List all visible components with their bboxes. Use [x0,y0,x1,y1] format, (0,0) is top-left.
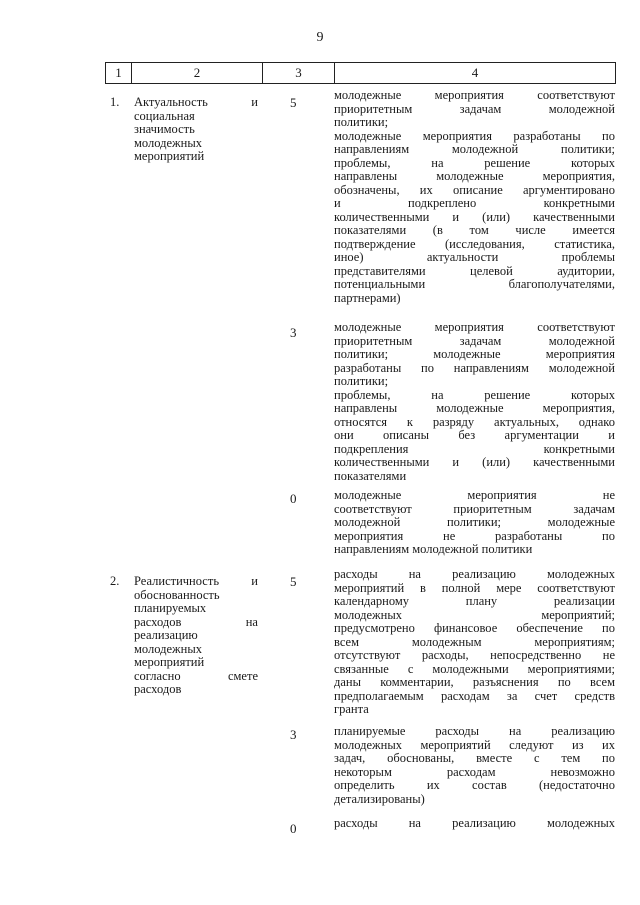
description-line: отсутствуют расходы, непосредственно не [334,648,615,662]
criterion-title-line: обоснованность [134,587,220,602]
description-line: приоритетным задачам молодежной [334,101,615,116]
description-line: молодежных мероприятий; [334,607,615,622]
score-value: 3 [290,325,297,340]
description-line: потенциальными благополучателями, [334,277,615,291]
description-line: проблемы, на решение которых [334,155,615,170]
description-line: детализированы) [334,791,425,806]
criterion-title-line: значимость [134,122,195,136]
description-line: подкрепления конкретными [334,441,615,456]
description-line: приоритетным задачам молодежной [334,333,615,348]
criterion-title [134,575,258,697]
description-line: показателями [334,468,407,483]
description-line: молодежные мероприятия соответствуют [334,88,615,102]
score-description [334,568,615,717]
description-line: молодежные мероприятия не [334,488,615,502]
header-cell-3: 3 [263,63,335,83]
criterion-title-line: социальная [134,108,195,123]
score-value: 5 [290,574,297,589]
description-line: мероприятия не разработаны по [334,528,615,543]
description-line: проблемы, на решение которых [334,387,615,402]
criterion-1 [110,96,258,164]
criterion-title-line: молодежных [134,641,203,656]
description-line: иное) актуальности проблемы [334,250,615,264]
description-line: относятся к разряду актуальных, однако [334,414,615,429]
criterion-title-line: Реалистичность и [134,574,258,588]
description-line: количественными и (или) качественными [334,455,615,469]
description-line: предполагаемым расходам за счет средств [334,688,615,703]
description-line: даны комментарии, разъяснения по всем [334,675,615,689]
score-value: 0 [290,491,297,506]
description-line: некоторым расходам невозможно [334,764,615,779]
description-line: они описаны без аргументации и [334,428,615,442]
description-line: планируемые расходы на реализацию [334,724,615,738]
criterion-title [134,96,258,164]
description-line: политики; [334,374,389,388]
criterion-title-line: согласно смете [134,668,258,683]
description-line: направлениям молодежной политики; [334,142,615,156]
description-line: разработаны по направлениям молодежной [334,360,615,375]
score-value: 0 [290,821,297,836]
criterion-2 [110,575,258,697]
criterion-title-line: мероприятий [134,655,205,669]
description-line: расходы на реализацию молодежных [334,816,615,830]
description-line: направлениям молодежной политики [334,542,533,556]
description-line: соответствуют приоритетным задачам [334,501,615,516]
score-description [334,489,615,557]
header-cell-4: 4 [471,65,479,80]
score-description [334,817,615,831]
description-line: представителями целевой аудитории, [334,263,615,278]
description-line: определить их состав (недостаточно [334,778,615,792]
score-description [334,89,615,305]
header-cell-1: 1 [106,63,132,83]
score-value: 5 [290,95,297,110]
description-line: подтверждение (исследования, статистика, [334,236,615,251]
description-line: молодежные мероприятия соответствуют [334,320,615,334]
description-line: партнерами) [334,290,401,305]
description-line: календарному плану реализации [334,594,615,608]
description-line: мероприятий в полной мере соответствуют [334,580,615,595]
criterion-title-line: планируемых [134,601,207,615]
description-line: молодежной политики; молодежные [334,515,615,529]
criterion-title-line: реализацию [134,628,198,642]
description-line: и подкреплено конкретными [334,196,615,210]
criterion-number: 2. [110,574,120,588]
score-value: 3 [290,727,297,742]
description-line: направлены молодежные мероприятия, [334,169,615,183]
description-line: молодежных мероприятий следуют из их [334,737,615,752]
description-line: показателями (в том числе имеется [334,223,615,237]
description-line: связанные с молодежными мероприятиями; [334,661,615,676]
header-cell-2: 2 [132,63,263,83]
page-number: 9 [316,30,324,45]
description-line: обозначены, их описание аргументировано [334,182,615,197]
description-line: направлены молодежные мероприятия, [334,401,615,415]
criterion-title-line: расходов [134,682,182,696]
criterion-title-line: Актуальность и [134,95,258,109]
description-line: расходы на реализацию молодежных [334,567,615,581]
description-line: политики; [334,115,389,129]
score-description [334,321,615,483]
criterion-number: 1. [110,95,120,109]
description-line: количественными и (или) качественными [334,209,615,224]
score-description [334,725,615,806]
description-line: задач, обоснованы, вместе с тем по [334,751,615,765]
criterion-title-line: мероприятий [134,149,205,163]
description-line: всем молодежным мероприятиям; [334,634,615,649]
criterion-title-line: молодежных [134,135,203,150]
criterion-title-line: расходов на [134,614,258,629]
description-line: политики; молодежные мероприятия [334,347,615,361]
description-line: гранта [334,702,369,716]
table-header-row [105,62,616,84]
description-line: предусмотрено финансовое обеспечение по [334,621,615,635]
description-line: молодежные мероприятия разработаны по [334,128,615,143]
